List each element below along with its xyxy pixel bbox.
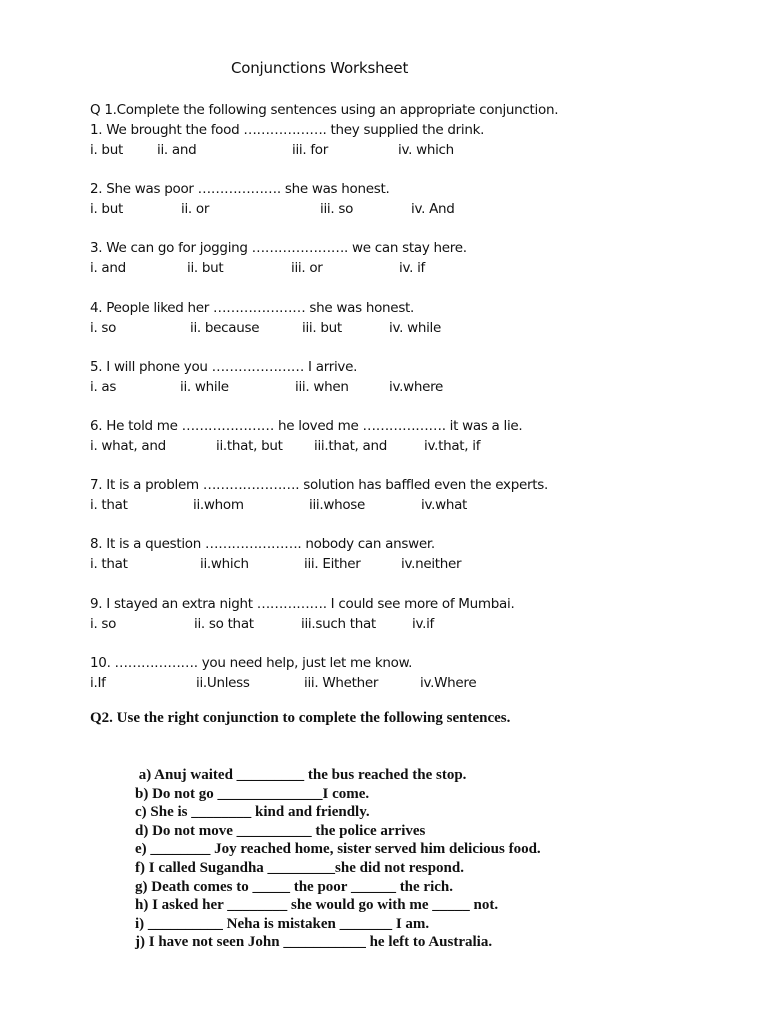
- q1-question-9-option-3: iii.such that: [301, 615, 376, 632]
- q1-question-3-option-3: iii. or: [291, 260, 323, 277]
- q2-sentence-c: c) She is ________ kind and friendly.: [135, 804, 370, 821]
- q1-question-2-option-4: iv. And: [411, 201, 455, 218]
- q1-instruction: Q 1.Complete the following sentences using an appropriate conjunction.: [90, 102, 559, 118]
- q1-question-1-option-2: ii. and: [157, 142, 197, 158]
- q1-question-4-option-4: iv. while: [389, 319, 441, 336]
- q1-question-7-option-1: i. that: [90, 497, 128, 514]
- q1-question-5-option-4: iv.where: [389, 378, 444, 395]
- q1-question-8-option-1: i. that: [90, 556, 128, 573]
- q1-question-7-option-2: ii.whom: [193, 497, 244, 514]
- q1-question-6-option-2: ii.that, but: [216, 438, 283, 454]
- q2-instruction: Q2. Use the right conjunction to complete the following sentences.: [90, 710, 511, 726]
- q2-sentence-j: j) I have not seen John ___________ he left to Australia.: [135, 934, 493, 951]
- q1-question-5: 5. I will phone you ………………… I arrive.: [90, 358, 358, 375]
- q1-question-7-option-4: iv.what: [421, 497, 468, 514]
- q1-question-4: 4. People liked her ………………… she was honest.: [90, 299, 415, 316]
- q2-sentence-i: i) __________ Neha is mistaken _______ I am.: [135, 915, 430, 932]
- q1-question-3-option-2: ii. but: [187, 260, 224, 277]
- q1-question-3-option-4: iv. if: [399, 260, 425, 277]
- q1-question-8-option-3: iii. Either: [304, 556, 361, 573]
- q2-sentence-g: g) Death comes to _____ the poor ______ the rich.: [135, 878, 454, 895]
- q1-question-6-option-3: iii.that, and: [314, 438, 388, 454]
- q1-question-1-option-4: iv. which: [398, 142, 454, 158]
- q1-question-3: 3. We can go for jogging …………………. we can stay here.: [90, 240, 467, 257]
- q1-question-4-option-2: ii. because: [190, 319, 260, 336]
- q1-question-4-option-3: iii. but: [302, 319, 342, 336]
- q1-question-9-option-1: i. so: [90, 615, 117, 632]
- q1-question-6: 6. He told me ………………… he loved me ………………. it was a lie.: [90, 418, 523, 434]
- q1-question-1-option-3: iii. for: [292, 142, 328, 158]
- q2-sentence-h: h) I asked her ________ she would go with me _____ not.: [135, 897, 499, 914]
- q1-question-9: 9. I stayed an extra night ……………. I could see more of Mumbai.: [90, 595, 515, 612]
- q1-question-4-option-1: i. so: [90, 319, 117, 336]
- q1-question-10: 10. ………………. you need help, just let me know.: [90, 654, 413, 671]
- q1-question-2: 2. She was poor ………………. she was honest.: [90, 181, 390, 198]
- q1-question-6-option-1: i. what, and: [90, 438, 166, 454]
- q1-question-2-option-2: ii. or: [181, 201, 210, 218]
- q1-question-2-option-3: iii. so: [320, 201, 354, 218]
- q1-question-10-option-1: i.If: [90, 674, 106, 691]
- q1-question-10-option-2: ii.Unless: [196, 674, 250, 691]
- q1-question-10-option-4: iv.Where: [420, 674, 477, 691]
- q1-question-7: 7. It is a problem …………………. solution has baffled even the experts.: [90, 477, 548, 494]
- q1-question-2-option-1: i. but: [90, 201, 123, 218]
- q1-question-5-option-2: ii. while: [180, 378, 229, 395]
- q1-question-6-option-4: iv.that, if: [424, 438, 481, 454]
- q1-question-9-option-4: iv.if: [412, 615, 434, 632]
- q1-question-9-option-2: ii. so that: [194, 615, 254, 632]
- q1-question-5-option-1: i. as: [90, 378, 117, 395]
- q1-question-8-option-2: ii.which: [200, 556, 249, 573]
- q1-question-3-option-1: i. and: [90, 260, 126, 277]
- q2-sentence-e: e) ________ Joy reached home, sister served him delicious food.: [135, 841, 541, 858]
- q1-question-10-option-3: iii. Whether: [304, 674, 379, 691]
- q1-question-7-option-3: iii.whose: [309, 497, 366, 514]
- q1-question-8-option-4: iv.neither: [401, 556, 462, 573]
- q2-sentence-a: a) Anuj waited _________ the bus reached the stop.: [135, 767, 467, 783]
- q1-question-1: 1. We brought the food ………………. they supplied the drink.: [90, 122, 485, 138]
- q2-sentence-b: b) Do not go ______________I come.: [135, 785, 370, 802]
- q1-question-5-option-3: iii. when: [295, 378, 349, 395]
- q1-question-1-option-1: i. but: [90, 142, 123, 158]
- worksheet-title: Conjunctions Worksheet: [231, 59, 409, 77]
- q2-sentence-f: f) I called Sugandha _________she did not respond.: [135, 860, 464, 876]
- q2-sentence-d: d) Do not move __________ the police arrives: [135, 822, 426, 839]
- q1-question-8: 8. It is a question …………………. nobody can answer.: [90, 536, 435, 553]
